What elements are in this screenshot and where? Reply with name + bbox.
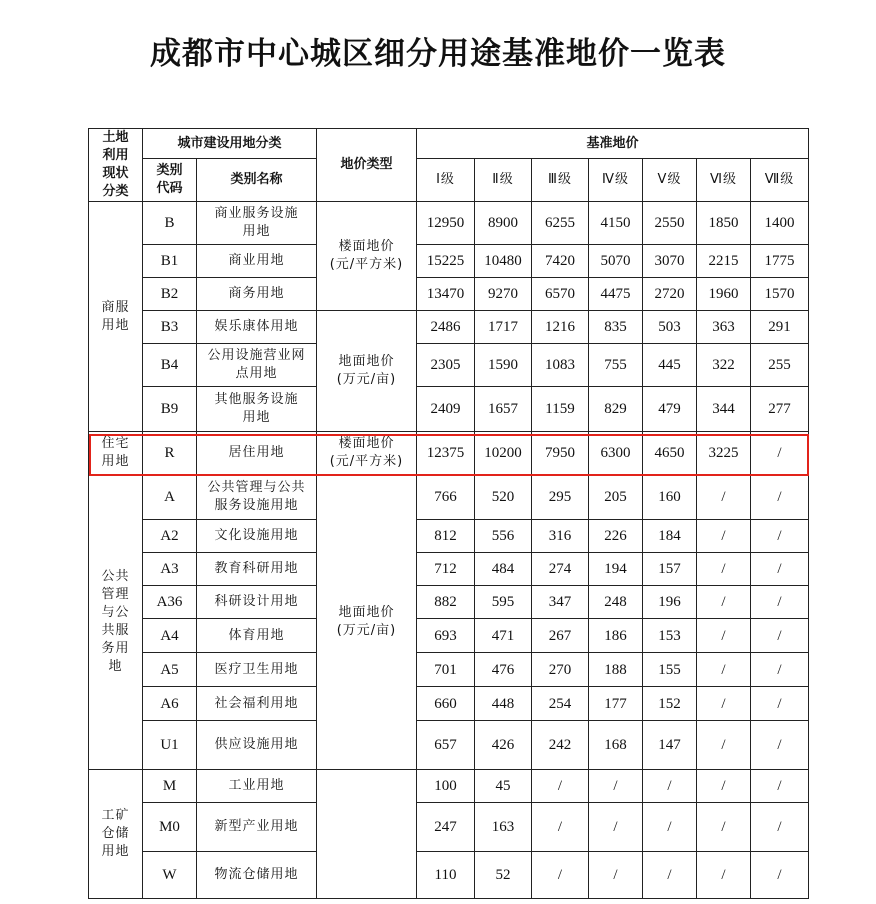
price-value: / [751, 803, 809, 852]
price-type: 楼面地价 (元/平方米) [317, 202, 417, 311]
category-code: A2 [143, 520, 197, 553]
land-use-category: 住宅 用地 [89, 432, 143, 475]
header-level: Ⅲ级 [532, 159, 589, 202]
price-value: / [532, 852, 589, 899]
price-value: 344 [697, 387, 751, 432]
price-value: 277 [751, 387, 809, 432]
price-value: / [751, 687, 809, 721]
price-value: 4650 [643, 432, 697, 475]
header-name: 类别名称 [197, 159, 317, 202]
category-code: B [143, 202, 197, 245]
price-value: / [751, 520, 809, 553]
price-value: 267 [532, 619, 589, 653]
price-value: / [697, 803, 751, 852]
header-land-use: 土地 利用 现状 分类 [89, 129, 143, 202]
price-value: 829 [589, 387, 643, 432]
price-type: 地面地价 (万元/亩) [317, 475, 417, 770]
price-value: 2215 [697, 245, 751, 278]
header-level: Ⅶ级 [751, 159, 809, 202]
header-level: Ⅱ级 [475, 159, 532, 202]
price-value: 595 [475, 586, 532, 619]
header-code: 类别 代码 [143, 159, 197, 202]
price-value: 476 [475, 653, 532, 687]
price-value: 1570 [751, 278, 809, 311]
price-value: 12950 [417, 202, 475, 245]
price-value: / [751, 475, 809, 520]
price-value: 1657 [475, 387, 532, 432]
table-row [89, 278, 809, 311]
price-value: / [697, 687, 751, 721]
price-value: 186 [589, 619, 643, 653]
price-value: 147 [643, 721, 697, 770]
price-value: 247 [417, 803, 475, 852]
price-value: / [697, 619, 751, 653]
price-value: 347 [532, 586, 589, 619]
price-value: 110 [417, 852, 475, 899]
page-title: 成都市中心城区细分用途基准地价一览表 [150, 36, 726, 72]
table-row [89, 852, 809, 899]
header-level: Ⅵ级 [697, 159, 751, 202]
price-value: 188 [589, 653, 643, 687]
category-name: 供应设施用地 [197, 721, 317, 770]
price-value: / [751, 586, 809, 619]
category-code: A5 [143, 653, 197, 687]
price-value: 1960 [697, 278, 751, 311]
table-row [89, 387, 809, 432]
category-code: A6 [143, 687, 197, 721]
category-code: A4 [143, 619, 197, 653]
price-value: 242 [532, 721, 589, 770]
header-level: Ⅳ级 [589, 159, 643, 202]
price-value: 2550 [643, 202, 697, 245]
price-value: 1083 [532, 344, 589, 387]
table-row [89, 432, 809, 475]
header-level: Ⅴ级 [643, 159, 697, 202]
category-name: 商务用地 [197, 278, 317, 311]
price-value: 712 [417, 553, 475, 586]
table-row [89, 721, 809, 770]
price-value: 2720 [643, 278, 697, 311]
price-value: 1590 [475, 344, 532, 387]
category-name: 工业用地 [197, 770, 317, 803]
price-value: 3070 [643, 245, 697, 278]
price-value: 657 [417, 721, 475, 770]
category-code: W [143, 852, 197, 899]
price-value: / [697, 653, 751, 687]
category-name: 社会福利用地 [197, 687, 317, 721]
price-value: 12375 [417, 432, 475, 475]
category-code: B1 [143, 245, 197, 278]
price-value: 766 [417, 475, 475, 520]
price-value: 7420 [532, 245, 589, 278]
table-row [89, 311, 809, 344]
price-value: 6570 [532, 278, 589, 311]
price-value: 153 [643, 619, 697, 653]
price-value: / [589, 770, 643, 803]
price-value: 10200 [475, 432, 532, 475]
price-value: / [532, 770, 589, 803]
price-value: 3225 [697, 432, 751, 475]
price-value: / [751, 852, 809, 899]
price-value: 163 [475, 803, 532, 852]
price-value: 13470 [417, 278, 475, 311]
category-name: 文化设施用地 [197, 520, 317, 553]
category-name: 商业服务设施 用地 [197, 202, 317, 245]
table-row [89, 553, 809, 586]
price-type [317, 770, 417, 899]
price-value: 660 [417, 687, 475, 721]
category-name: 科研设计用地 [197, 586, 317, 619]
price-value: 248 [589, 586, 643, 619]
table-row [89, 475, 809, 520]
category-code: B9 [143, 387, 197, 432]
land-use-category: 工矿 仓储 用地 [89, 770, 143, 899]
price-value: 701 [417, 653, 475, 687]
price-value: 196 [643, 586, 697, 619]
category-name: 商业用地 [197, 245, 317, 278]
price-value: 7950 [532, 432, 589, 475]
category-code: B3 [143, 311, 197, 344]
price-value: 1216 [532, 311, 589, 344]
price-type: 楼面地价 (元/平方米) [317, 432, 417, 475]
table-row [89, 687, 809, 721]
price-value: 520 [475, 475, 532, 520]
category-code: M [143, 770, 197, 803]
price-value: 6300 [589, 432, 643, 475]
price-value: 9270 [475, 278, 532, 311]
price-value: 471 [475, 619, 532, 653]
price-value: / [643, 852, 697, 899]
price-value: 835 [589, 311, 643, 344]
price-value: 363 [697, 311, 751, 344]
table-row [89, 520, 809, 553]
price-value: 2305 [417, 344, 475, 387]
price-value: / [643, 803, 697, 852]
category-name: 公用设施营业网 点用地 [197, 344, 317, 387]
price-value: 4150 [589, 202, 643, 245]
price-value: 812 [417, 520, 475, 553]
category-name: 居住用地 [197, 432, 317, 475]
price-value: 755 [589, 344, 643, 387]
price-value: 255 [751, 344, 809, 387]
table-row [89, 770, 809, 803]
price-value: / [643, 770, 697, 803]
category-name: 物流仓储用地 [197, 852, 317, 899]
price-value: / [751, 432, 809, 475]
category-code: B2 [143, 278, 197, 311]
category-name: 公共管理与公共 服务设施用地 [197, 475, 317, 520]
table-body [89, 129, 809, 899]
price-value: 295 [532, 475, 589, 520]
category-code: B4 [143, 344, 197, 387]
price-value: 15225 [417, 245, 475, 278]
land-price-table [88, 128, 809, 899]
category-name: 体育用地 [197, 619, 317, 653]
price-value: 693 [417, 619, 475, 653]
header-price-type: 地价类型 [317, 129, 417, 202]
price-value: / [751, 619, 809, 653]
price-value: / [697, 520, 751, 553]
table-row [89, 586, 809, 619]
price-value: 448 [475, 687, 532, 721]
price-value: 52 [475, 852, 532, 899]
price-value: 270 [532, 653, 589, 687]
price-value: 1850 [697, 202, 751, 245]
table-row [89, 202, 809, 245]
land-use-category: 公共 管理 与公 共服 务用 地 [89, 475, 143, 770]
price-value: 45 [475, 770, 532, 803]
category-code: U1 [143, 721, 197, 770]
price-value: 2409 [417, 387, 475, 432]
price-value: 4475 [589, 278, 643, 311]
price-value: 1400 [751, 202, 809, 245]
price-value: 254 [532, 687, 589, 721]
category-name: 教育科研用地 [197, 553, 317, 586]
price-value: 194 [589, 553, 643, 586]
price-value: 8900 [475, 202, 532, 245]
price-value: 157 [643, 553, 697, 586]
category-name: 娱乐康体用地 [197, 311, 317, 344]
category-code: A36 [143, 586, 197, 619]
price-value: 1159 [532, 387, 589, 432]
price-value: 1775 [751, 245, 809, 278]
land-use-category: 商服 用地 [89, 202, 143, 432]
price-value: 503 [643, 311, 697, 344]
price-value: 2486 [417, 311, 475, 344]
price-value: / [751, 770, 809, 803]
price-value: 882 [417, 586, 475, 619]
price-value: / [532, 803, 589, 852]
category-code: A [143, 475, 197, 520]
header-base-price: 基准地价 [417, 129, 809, 159]
category-name: 新型产业用地 [197, 803, 317, 852]
table-row [89, 619, 809, 653]
price-value: 291 [751, 311, 809, 344]
price-value: 155 [643, 653, 697, 687]
table-row [89, 344, 809, 387]
price-value: 6255 [532, 202, 589, 245]
price-value: / [697, 475, 751, 520]
table-row [89, 245, 809, 278]
price-type: 地面地价 (万元/亩) [317, 311, 417, 432]
category-code: M0 [143, 803, 197, 852]
price-value: 316 [532, 520, 589, 553]
price-value: 160 [643, 475, 697, 520]
price-value: 10480 [475, 245, 532, 278]
price-value: 168 [589, 721, 643, 770]
category-name: 其他服务设施 用地 [197, 387, 317, 432]
price-value: 479 [643, 387, 697, 432]
price-value: / [751, 721, 809, 770]
price-value: / [697, 770, 751, 803]
price-value: / [589, 852, 643, 899]
table-row [89, 803, 809, 852]
price-value: / [697, 553, 751, 586]
price-value: 556 [475, 520, 532, 553]
price-value: 322 [697, 344, 751, 387]
header-level: Ⅰ级 [417, 159, 475, 202]
price-value: 226 [589, 520, 643, 553]
price-value: 100 [417, 770, 475, 803]
price-value: 5070 [589, 245, 643, 278]
price-value: / [697, 852, 751, 899]
price-value: / [697, 721, 751, 770]
category-code: A3 [143, 553, 197, 586]
category-code: R [143, 432, 197, 475]
header-urban-class: 城市建设用地分类 [143, 129, 317, 159]
price-value: 177 [589, 687, 643, 721]
price-value: 484 [475, 553, 532, 586]
price-value: / [589, 803, 643, 852]
price-value: 184 [643, 520, 697, 553]
table-row [89, 653, 809, 687]
price-value: 1717 [475, 311, 532, 344]
price-value: 205 [589, 475, 643, 520]
price-value: / [697, 586, 751, 619]
category-name: 医疗卫生用地 [197, 653, 317, 687]
price-value: 426 [475, 721, 532, 770]
price-value: 445 [643, 344, 697, 387]
price-value: / [751, 553, 809, 586]
price-value: / [751, 653, 809, 687]
price-value: 152 [643, 687, 697, 721]
price-value: 274 [532, 553, 589, 586]
